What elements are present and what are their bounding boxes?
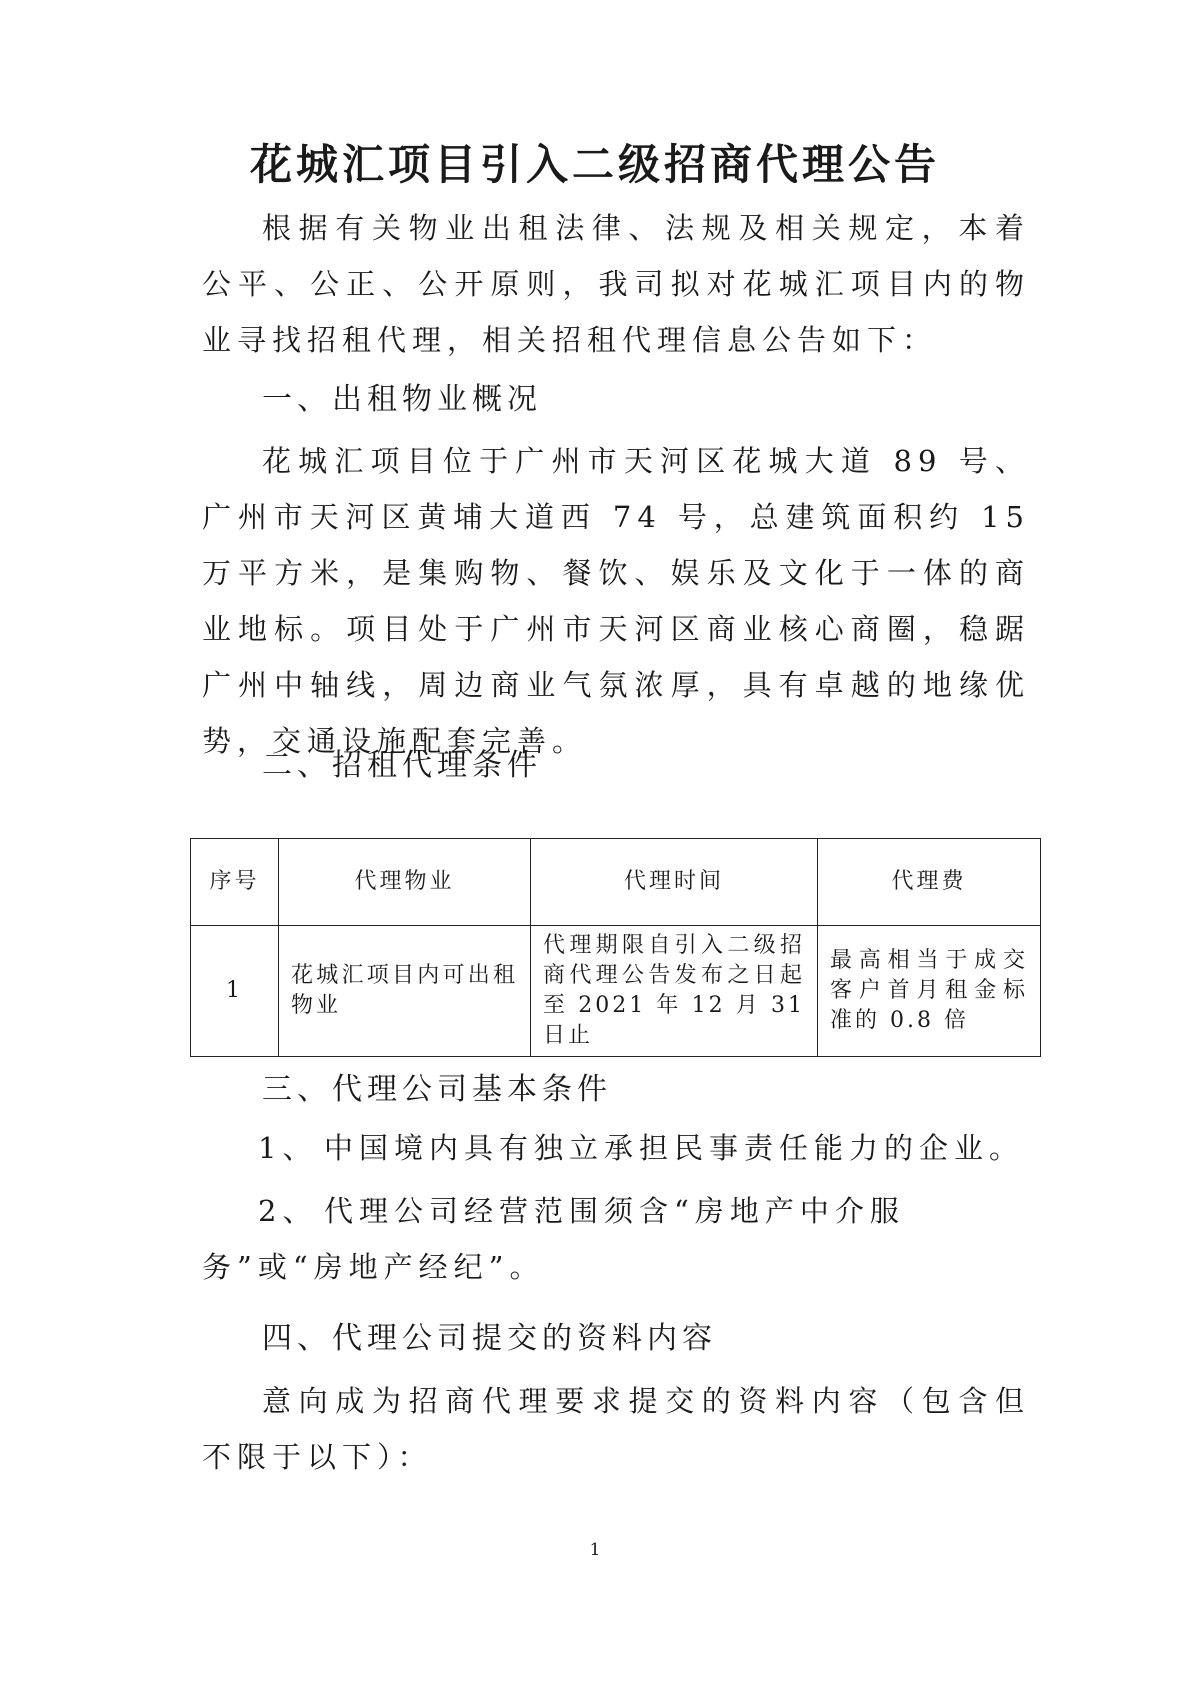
header-property: 代理物业 (279, 839, 531, 926)
section-4-body: 意向成为招商代理要求提交的资料内容（包含但不限于以下）： (202, 1384, 1030, 1474)
section-1-heading: 一、出租物业概况 (262, 382, 542, 417)
list-item-number: 2、 (258, 1194, 318, 1228)
table-header-row (191, 839, 1041, 926)
cell-property: 花城汇项目内可出租物业 (279, 926, 531, 1057)
section-1-body: 花城汇项目位于广州市天河区花城大道 89 号、广州市天河区黄埔大道西 74 号，总建筑面积约 15 万平方米，是集购物、餐饮、娱乐及文化于一体的商业地标。项目处于广州市天河区商业核心商圈，稳踞广州中轴线，周边商业气氛浓厚，具有卓越的地缘优势，交通设施配套完善。 (202, 444, 1030, 758)
header-period: 代理时间 (531, 839, 818, 926)
cell-index: 1 (191, 926, 279, 1057)
cell-fee: 最高相当于成交客户首月租金标准的 0.8 倍 (818, 926, 1041, 1057)
section-3-heading: 三、代理公司基本条件 (262, 1072, 612, 1107)
list-item-text: 代理公司经营范围须含“房地产中介服务”或“房地产经纪”。 (202, 1194, 905, 1284)
cell-period: 代理期限自引入二级招商代理公告发布之日起至 2021 年 12 月 31 日止 (531, 926, 818, 1057)
table-row (191, 926, 1041, 1057)
intro-paragraph: 根据有关物业出租法律、法规及相关规定，本着公平、公正、公开原则，我司拟对花城汇项目内的物业寻找招租代理，相关招租代理信息公告如下： (202, 211, 1030, 357)
section-4-heading: 四、代理公司提交的资料内容 (262, 1321, 717, 1356)
section-2-heading: 二、招租代理条件 (262, 748, 542, 783)
list-item (202, 1183, 1030, 1295)
list-item-text: 中国境内具有独立承担民事责任能力的企业。 (324, 1131, 1025, 1165)
list-item-number: 1、 (258, 1131, 318, 1165)
header-index: 序号 (191, 839, 279, 926)
document-title: 花城汇项目引入二级招商代理公告 (249, 140, 940, 189)
list-item (202, 1120, 1030, 1176)
page-number: 1 (589, 1540, 601, 1560)
header-fee: 代理费 (818, 839, 1041, 926)
agency-terms-table (190, 838, 1041, 1057)
